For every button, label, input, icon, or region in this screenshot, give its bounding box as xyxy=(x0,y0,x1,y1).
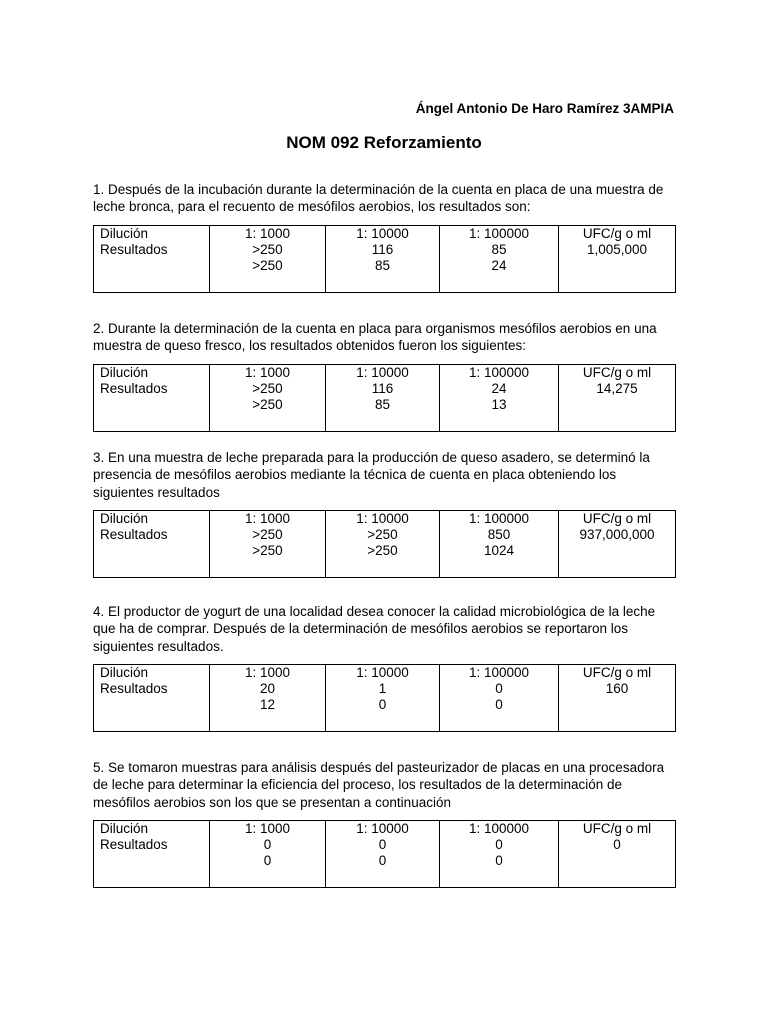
column-header: 1: 100000 xyxy=(440,820,559,837)
column-header: 1: 10000 xyxy=(326,820,440,837)
table-cell: 24 xyxy=(440,258,559,293)
problem-block-5 xyxy=(93,759,683,888)
table-cell: >250 xyxy=(210,258,326,293)
problem-statement: 3. En una muestra de leche preparada para la producción de queso asadero, se determinó la presencia de mesófilos aerobios mediante la técnica de cuenta en placa obteniendo los siguientes resultados xyxy=(93,450,650,500)
table-cell xyxy=(94,697,210,732)
problem-block-1 xyxy=(93,181,683,293)
results-table xyxy=(93,225,676,293)
column-header: Dilución xyxy=(94,225,210,242)
table-cell xyxy=(94,258,210,293)
table-cell: 0 xyxy=(559,837,676,853)
table-cell: >250 xyxy=(326,527,440,543)
table-row xyxy=(94,242,676,258)
author-name: Ángel Antonio De Haro Ramírez 3AMPIA xyxy=(415,101,674,116)
column-header: 1: 100000 xyxy=(440,225,559,242)
table-cell: 0 xyxy=(326,837,440,853)
table-cell: 85 xyxy=(440,242,559,258)
problem-block-3 xyxy=(93,449,683,578)
table-cell xyxy=(94,397,210,432)
page-title: NOM 092 Reforzamiento xyxy=(286,133,482,152)
column-header: UFC/g o ml xyxy=(559,225,676,242)
table-cell: 12 xyxy=(210,697,326,732)
table-cell: Resultados xyxy=(94,527,210,543)
table-header-row xyxy=(94,820,676,837)
problem-statement: 5. Se tomaron muestras para análisis después del pasteurizador de placas en una procesadora de leche para determinar la eficiencia del proceso, los resultados de la determinación de mesófilos aerobios son los que se presentan a continuación xyxy=(93,760,665,810)
table-cell: 0 xyxy=(326,853,440,888)
column-header: UFC/g o ml xyxy=(559,664,676,681)
column-header: Dilución xyxy=(94,820,210,837)
problem-block-2 xyxy=(93,320,683,432)
table-cell: 1024 xyxy=(440,543,559,578)
column-header: 1: 10000 xyxy=(326,364,440,381)
table-cell: 1 xyxy=(326,681,440,697)
table-cell xyxy=(559,397,676,432)
results-table xyxy=(93,510,676,578)
table-cell xyxy=(94,853,210,888)
table-row xyxy=(94,397,676,432)
table-cell: 20 xyxy=(210,681,326,697)
table-cell: 116 xyxy=(326,242,440,258)
table-cell: Resultados xyxy=(94,242,210,258)
table-cell: 1,005,000 xyxy=(559,242,676,258)
results-table xyxy=(93,820,676,888)
table-row xyxy=(94,258,676,293)
column-header: 1: 10000 xyxy=(326,225,440,242)
column-header: 1: 100000 xyxy=(440,510,559,527)
column-header: 1: 100000 xyxy=(440,664,559,681)
table-cell: 85 xyxy=(326,258,440,293)
table-cell: 85 xyxy=(326,397,440,432)
results-table xyxy=(93,664,676,732)
column-header: Dilución xyxy=(94,664,210,681)
table-cell xyxy=(559,543,676,578)
column-header: UFC/g o ml xyxy=(559,820,676,837)
table-cell: 0 xyxy=(440,853,559,888)
table-header-row xyxy=(94,664,676,681)
table-header-row xyxy=(94,225,676,242)
column-header: 1: 1000 xyxy=(210,664,326,681)
table-row xyxy=(94,853,676,888)
column-header: 1: 10000 xyxy=(326,510,440,527)
table-cell: 13 xyxy=(440,397,559,432)
table-row xyxy=(94,681,676,697)
table-row xyxy=(94,527,676,543)
table-cell xyxy=(559,853,676,888)
column-header: 1: 1000 xyxy=(210,225,326,242)
table-cell: 0 xyxy=(440,697,559,732)
problem-statement: 2. Durante la determinación de la cuenta en placa para organismos mesófilos aerobios en una muestra de queso fresco, los resultados obtenidos fueron los siguientes: xyxy=(93,321,657,354)
problem-block-4 xyxy=(93,603,683,732)
table-cell: 850 xyxy=(440,527,559,543)
table-cell: 0 xyxy=(210,837,326,853)
table-cell: 937,000,000 xyxy=(559,527,676,543)
table-cell: >250 xyxy=(210,397,326,432)
table-row xyxy=(94,837,676,853)
column-header: 1: 1000 xyxy=(210,510,326,527)
table-cell: Resultados xyxy=(94,837,210,853)
table-cell xyxy=(559,697,676,732)
column-header: Dilución xyxy=(94,510,210,527)
table-cell: 14,275 xyxy=(559,381,676,397)
table-cell: 0 xyxy=(440,681,559,697)
table-cell xyxy=(94,543,210,578)
table-cell: >250 xyxy=(326,543,440,578)
column-header: 1: 1000 xyxy=(210,820,326,837)
problem-statement: 1. Después de la incubación durante la determinación de la cuenta en placa de una muestra de leche bronca, para el recuento de mesófilos aerobios, los resultados son: xyxy=(93,182,664,215)
table-cell xyxy=(559,258,676,293)
table-cell: >250 xyxy=(210,381,326,397)
table-cell: Resultados xyxy=(94,681,210,697)
column-header: UFC/g o ml xyxy=(559,510,676,527)
table-row xyxy=(94,381,676,397)
column-header: UFC/g o ml xyxy=(559,364,676,381)
table-cell: 0 xyxy=(440,837,559,853)
table-cell: >250 xyxy=(210,242,326,258)
table-header-row xyxy=(94,510,676,527)
problem-statement: 4. El productor de yogurt de una localidad desea conocer la calidad microbiológica de la leche que ha de comprar. Después de la determinación de mesófilos aerobios se reportaron los siguientes resultados. xyxy=(93,604,656,654)
table-cell: 0 xyxy=(210,853,326,888)
column-header: Dilución xyxy=(94,364,210,381)
table-cell: >250 xyxy=(210,543,326,578)
table-cell: 0 xyxy=(326,697,440,732)
table-row xyxy=(94,543,676,578)
table-cell: Resultados xyxy=(94,381,210,397)
column-header: 1: 10000 xyxy=(326,664,440,681)
table-header-row xyxy=(94,364,676,381)
results-table xyxy=(93,364,676,432)
column-header: 1: 100000 xyxy=(440,364,559,381)
table-cell: >250 xyxy=(210,527,326,543)
table-row xyxy=(94,697,676,732)
table-cell: 24 xyxy=(440,381,559,397)
table-cell: 116 xyxy=(326,381,440,397)
column-header: 1: 1000 xyxy=(210,364,326,381)
table-cell: 160 xyxy=(559,681,676,697)
